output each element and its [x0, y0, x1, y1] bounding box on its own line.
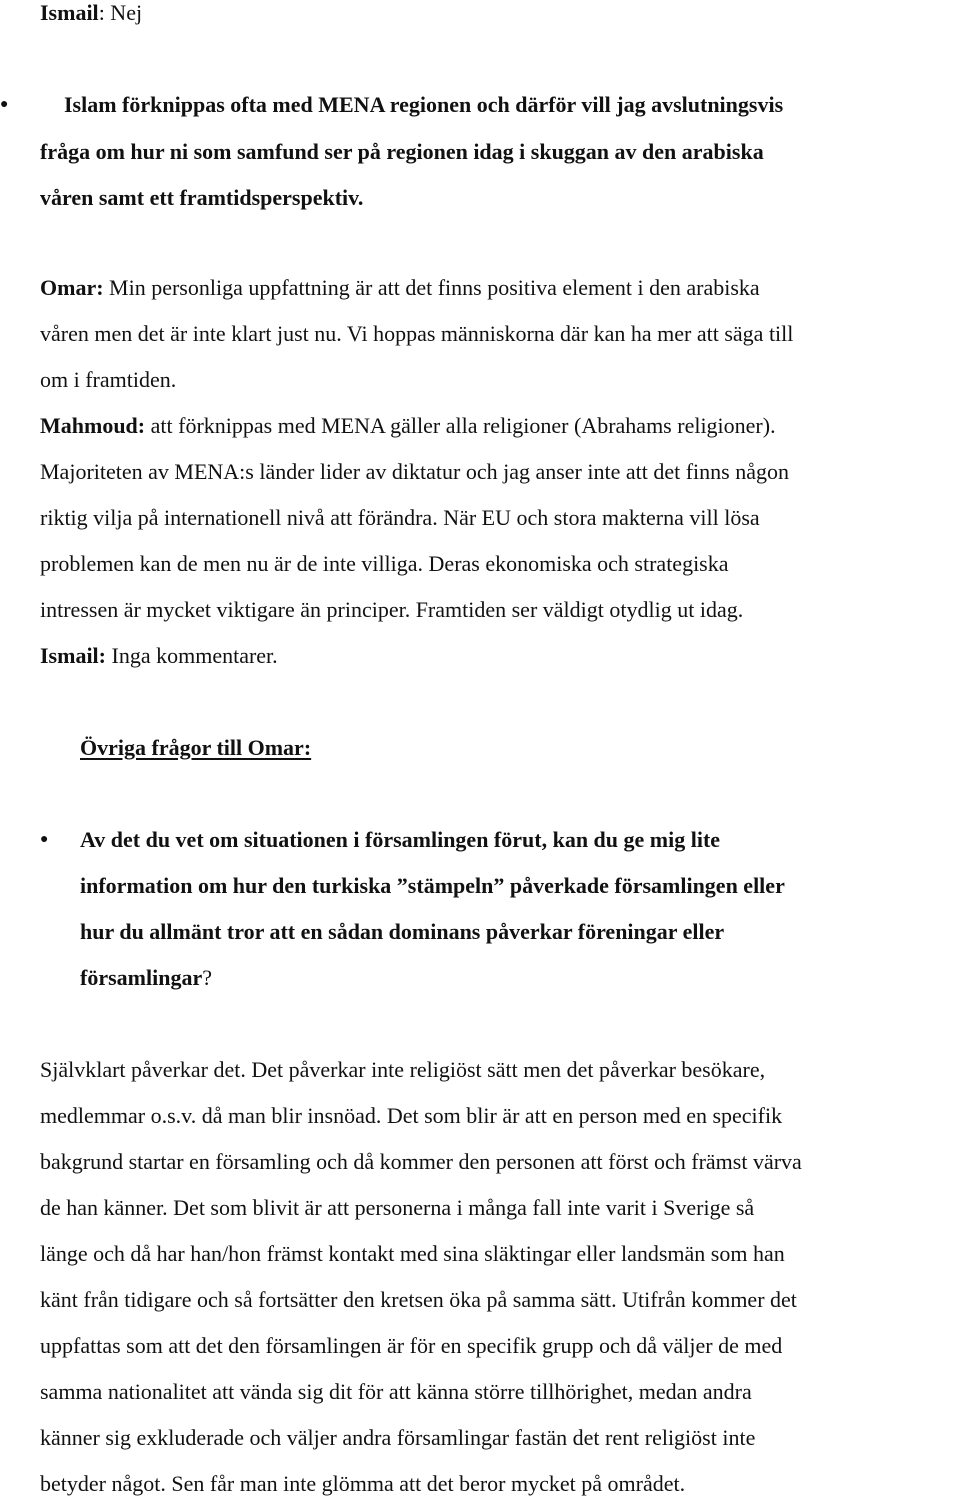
answer-line: samma nationalitet att vända sig dit för att känna större tillhörighet, medan andra — [40, 1379, 752, 1404]
ismail-answer-line — [40, 0, 142, 26]
speaker-label-ismail: Ismail — [40, 0, 99, 25]
answer-text: Min personliga uppfattning är att det finns positiva element i den arabiska — [103, 275, 760, 300]
answer-line: känt från tidigare och så fortsätter den kretsen öka på samma sätt. Utifrån kommer det — [40, 1287, 797, 1312]
mahmoud-answer-line — [40, 413, 776, 439]
answer-text: att förknippas med MENA gäller alla religioner (Abrahams religioner). — [145, 413, 776, 438]
answer-line: medlemmar o.s.v. då man blir insnöad. Det som blir är att en person med en specifik — [40, 1103, 783, 1128]
question-mark: ? — [202, 965, 212, 990]
answer-line: problemen kan de men nu är de inte villiga. Deras ekonomiska och strategiska — [40, 551, 729, 576]
answer-text: : Nej — [98, 0, 143, 25]
ismail-comment-line — [40, 643, 278, 669]
answer-line: Självklart påverkar det. Det påverkar inte religiöst sätt men det påverkar besökare, — [40, 1057, 766, 1082]
section-heading: Övriga frågor till Omar: — [80, 735, 312, 760]
question-line: Av det du vet om situationen i församlingen förut, kan du ge mig lite — [80, 827, 721, 852]
answer-line: länge och då har han/hon främst kontakt med sina släktingar eller landsmän som han — [40, 1241, 785, 1266]
question-line: Islam förknippas ofta med MENA regionen och därför vill jag avslutningsvis — [64, 92, 784, 117]
speaker-label-omar: Omar: — [40, 275, 104, 300]
question-line: information om hur den turkiska ”stämpeln” påverkade församlingen eller — [80, 873, 785, 898]
answer-line: bakgrund startar en församling och då kommer den personen att först och främst värva — [40, 1149, 802, 1174]
question-text: församlingar — [80, 965, 203, 990]
question-line — [80, 965, 212, 991]
speaker-label-ismail: Ismail: — [40, 643, 106, 668]
answer-line: Majoriteten av MENA:s länder lider av diktatur och jag anser inte att det finns någon — [40, 459, 789, 484]
bullet-icon: ● — [40, 832, 49, 847]
answer-line: riktig vilja på internationell nivå att förändra. När EU och stora makterna vill lösa — [40, 505, 760, 530]
answer-line: uppfattas som att det den församlingen är för en specifik grupp och då väljer de med — [40, 1333, 783, 1358]
answer-line: om i framtiden. — [40, 367, 177, 392]
question-line: våren samt ett framtidsperspektiv. — [40, 185, 364, 210]
omar-answer-line — [40, 275, 760, 301]
answer-line: intressen är mycket viktigare än principer. Framtiden ser väldigt otydlig ut idag. — [40, 597, 744, 622]
answer-line: de han känner. Det som blivit är att personerna i många fall inte varit i Sverige så — [40, 1195, 755, 1220]
answer-line: betyder något. Sen får man inte glömma att det beror mycket på området. — [40, 1471, 686, 1496]
answer-line: känner sig exkluderade och väljer andra församlingar fastän det rent religiöst inte — [40, 1425, 756, 1450]
answer-line: våren men det är inte klart just nu. Vi hoppas människorna där kan ha mer att säga till — [40, 321, 794, 346]
bullet-icon: ● — [0, 97, 9, 112]
speaker-label-mahmoud: Mahmoud: — [40, 413, 146, 438]
question-line: hur du allmänt tror att en sådan dominans påverkar föreningar eller — [80, 919, 725, 944]
answer-text: Inga kommentarer. — [106, 643, 278, 668]
question-line: fråga om hur ni som samfund ser på regionen idag i skuggan av den arabiska — [40, 139, 764, 164]
